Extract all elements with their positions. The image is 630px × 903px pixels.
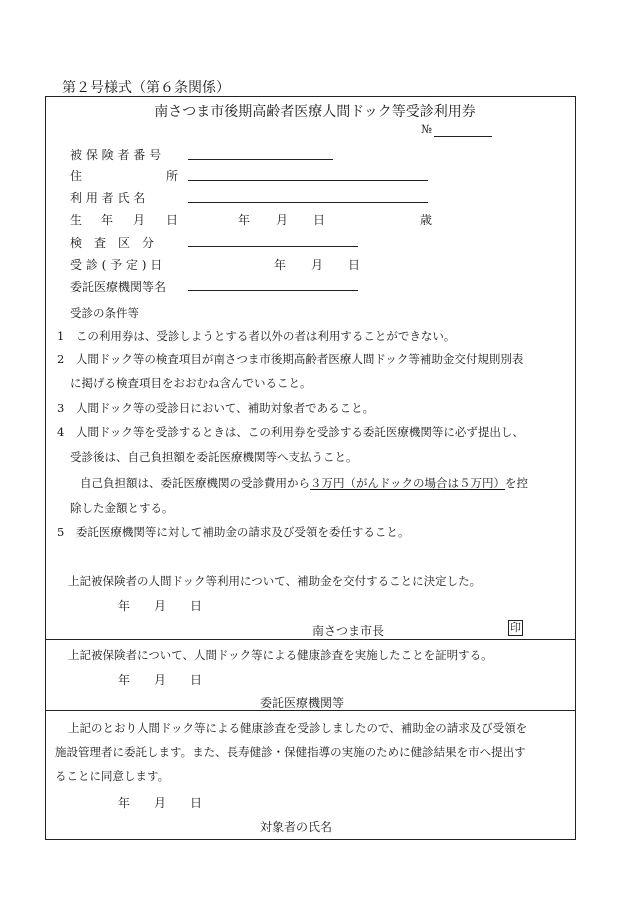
consent-month: 月	[154, 796, 167, 810]
dob-label-2: 年	[101, 213, 114, 227]
cert-year: 年	[118, 673, 131, 687]
insured-number-field[interactable]	[188, 159, 333, 160]
self-pay-text: 自己負担額は、委託医療機関の受診費用から	[80, 476, 310, 490]
consent-line-1: 上記のとおり人間ドック等による健康診査を受診しましたので、補助金の請求及び受領を	[68, 721, 528, 735]
dob-month: 月	[276, 213, 289, 227]
condition-2-line-2: に掲げる検査項目をおおむね含んでいること。	[70, 376, 312, 390]
institution-label: 委託医療機関等名	[70, 280, 167, 294]
condition-1: 1 この利用券は、受診しようとする者以外の者は利用することができない。	[57, 329, 456, 343]
condition-2-line-1: 2 人間ドック等の検査項目が南さつま市後期高齢者医療人間ドック等補助金交付規則別表	[57, 352, 524, 366]
exam-type-label: 検 査 区 分	[70, 236, 155, 250]
cert-day: 日	[190, 673, 203, 687]
self-pay-text-end: を控	[505, 476, 529, 490]
consent-day: 日	[190, 796, 203, 810]
seal-mark: 印	[510, 621, 521, 634]
subject-name-label: 対象者の氏名	[260, 820, 333, 834]
consent-year: 年	[118, 796, 131, 810]
condition-4-line-4: 除した金額とする。	[70, 501, 174, 515]
decision-month: 月	[154, 599, 167, 613]
dob-day: 日	[313, 213, 326, 227]
condition-4-line-3	[80, 475, 528, 491]
exam-date-label: 受 診 ( 予 定 ) 日	[70, 258, 163, 272]
certification-text: 上記被保険者について、人間ドック等による健康診査を実施したことを証明する。	[68, 648, 493, 662]
mayor-label: 南さつま市長	[312, 624, 385, 638]
dob-label-1: 生	[70, 213, 83, 227]
user-name-field[interactable]	[188, 202, 428, 203]
form-number: 第２号様式（第６条関係）	[62, 80, 230, 96]
address-label-2: 所	[166, 169, 179, 183]
decision-year: 年	[118, 599, 131, 613]
condition-5: 5 委託医療機関等に対して補助金の請求及び受領を委任すること。	[57, 525, 410, 539]
number-field[interactable]	[434, 136, 492, 137]
decision-text: 上記被保険者の人間ドック等利用について、補助金を交付することに決定した。	[68, 574, 482, 588]
cert-month: 月	[154, 673, 167, 687]
cert-institution-label: 委託医療機関等	[260, 696, 345, 710]
dob-year: 年	[238, 213, 251, 227]
ticket-section	[45, 96, 576, 640]
deduction-amount: ３万円（がんドックの場合は５万円）	[310, 476, 506, 490]
exam-date-year: 年	[274, 258, 287, 272]
consent-line-3: ることに同意します。	[55, 769, 170, 783]
number-label: №	[421, 122, 432, 136]
conditions-heading: 受診の条件等	[70, 306, 139, 320]
condition-4-line-1: 4 人間ドック等を受診するときは、この利用券を受診する委託医療機関等に必ず提出し、	[57, 425, 524, 439]
exam-type-field[interactable]	[188, 246, 358, 247]
age-suffix: 歳	[420, 213, 433, 227]
exam-date-month: 月	[311, 258, 324, 272]
form-title: 南さつま市後期高齢者医療人間ドック等受診利用券	[154, 104, 476, 120]
condition-3: 3 人間ドック等の受診日において、補助対象者であること。	[57, 401, 375, 415]
exam-date-day: 日	[348, 258, 361, 272]
address-label-1: 住	[70, 169, 83, 183]
condition-4-line-2: 受診後は、自己負担額を委託医療機関等へ支払うこと。	[70, 450, 358, 464]
user-name-label: 利 用 者 氏 名	[70, 191, 146, 205]
consent-line-2: 施設管理者に委託します。また、長寿健診・保健指導の実施のために健診結果を市へ提出す	[55, 745, 526, 759]
dob-label-3: 月	[133, 213, 146, 227]
dob-label-4: 日	[166, 213, 179, 227]
institution-field[interactable]	[188, 290, 358, 291]
address-field[interactable]	[188, 180, 428, 181]
insured-number-label: 被 保 険 者 番 号	[70, 148, 162, 162]
decision-day: 日	[190, 599, 203, 613]
